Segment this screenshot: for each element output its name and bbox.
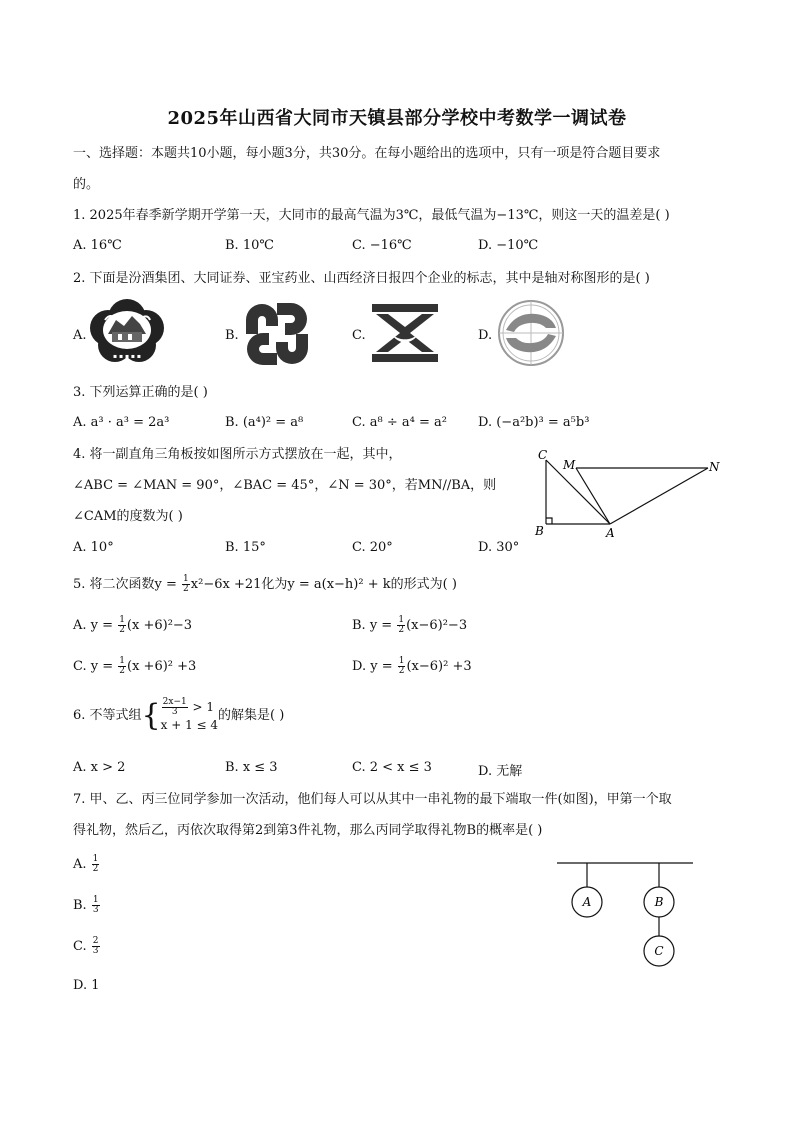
- label-c: C: [538, 448, 548, 462]
- system-brace: {: [141, 697, 161, 733]
- q5-option-a: A. y = $\frac{1}{2}$ (x +6)²−3: [73, 615, 193, 635]
- q6-option-d: D. 无解: [478, 764, 523, 779]
- gift-string-figure: [555, 855, 695, 970]
- q1-option-b: B. 10℃: [225, 238, 274, 253]
- question-7-stem-line1: 7. 甲、乙、丙三位同学参加一次活动，他们每人可以从其中一串礼物的最下端取一件(如图)，甲第一个取: [73, 792, 672, 807]
- question-4-stem-line2: ∠ABC = ∠MAN = 90°，∠BAC = 45°，∠N = 30°，若MN//BA，则: [73, 478, 497, 493]
- q2-option-b: B.: [225, 328, 239, 343]
- q1-option-a: A. 16℃: [73, 238, 122, 253]
- q5-option-d: D. y = $\frac{1}{2}$ (x−6)² +3: [352, 656, 472, 676]
- label-b: B: [535, 524, 544, 538]
- q3-option-d: D. (−a²b)³ = a⁵b³: [478, 415, 590, 430]
- q3-option-b: B. (a⁴)² = a⁸: [225, 415, 304, 430]
- q3-option-c: C. a⁸ ÷ a⁴ = a²: [352, 415, 447, 430]
- securities-logo: [244, 301, 310, 367]
- q7-option-a: A. $\frac{1}{2}$: [73, 854, 99, 874]
- q3-option-a: A. a³ · a³ = 2a³: [73, 415, 170, 430]
- q7-option-b: B. $\frac{1}{3}$: [73, 895, 99, 915]
- q6-option-a: A. x > 2: [73, 760, 126, 775]
- q4-option-b: B. 15°: [225, 540, 266, 555]
- fenjiu-logo: [88, 298, 166, 364]
- section-instructions-line1: 一、选择题：本题共10小题，每小题3分，共30分。在每小题给出的选项中，只有一项是符合题目要求: [73, 146, 661, 161]
- label-n: N: [709, 460, 720, 474]
- q1-option-d: D. −10℃: [478, 238, 539, 253]
- question-4-stem-line1: 4. 将一副直角三角板按如图所示方式摆放在一起，其中，: [73, 447, 402, 462]
- gift-a-label: A: [582, 895, 592, 909]
- q2-option-c: C.: [352, 328, 366, 343]
- svg-text:▪ ▪ ▪ ▪ ▪: ▪ ▪ ▪ ▪ ▪: [113, 353, 141, 360]
- q6-option-c: C. 2 < x ≤ 3: [352, 760, 432, 775]
- q7-option-d: D. 1: [73, 978, 100, 993]
- question-7-stem-line2: 得礼物，然后乙，丙依次取得第2到第3件礼物，那么丙同学取得礼物B的概率是( ): [73, 823, 543, 838]
- section-instructions-line2: 的。: [73, 177, 100, 192]
- question-2-stem: 2. 下面是汾酒集团、大同证券、亚宝药业、山西经济日报四个企业的标志，其中是轴对称图形的是( ): [73, 271, 650, 286]
- triangle-figure: [530, 446, 730, 542]
- question-5-stem: 5. 将二次函数y = $\frac{1}{2}$ x²−6x +21化为y = a(x−h)² + k的形式为( ): [73, 574, 457, 594]
- q7-option-c: C. $\frac{2}{3}$: [73, 936, 99, 956]
- q6-option-b: B. x ≤ 3: [225, 760, 278, 775]
- question-4-stem-line3: ∠CAM的度数为( ): [73, 509, 183, 524]
- q4-option-c: C. 20°: [352, 540, 393, 555]
- q5-option-c: C. y = $\frac{1}{2}$ (x +6)² +3: [73, 656, 197, 676]
- q4-option-a: A. 10°: [73, 540, 114, 555]
- q1-option-c: C. −16℃: [352, 238, 412, 253]
- q2-option-a: A.: [73, 328, 87, 343]
- page-title: 2025年山西省大同市天镇县部分学校中考数学一调试卷: [167, 108, 627, 129]
- question-6-stem: 6. 不等式组 { $\frac{2x-1}{3}$ > 1 x + 1 ≤ 4 的解集是( ): [73, 697, 285, 733]
- label-m: M: [563, 458, 576, 472]
- gift-b-label: B: [654, 895, 664, 909]
- question-1-stem: 1. 2025年春季新学期开学第一天，大同市的最高气温为3℃，最低气温为−13℃，则这一天的温差是( ): [73, 208, 670, 223]
- newspaper-logo: [496, 298, 566, 368]
- question-3-stem: 3. 下列运算正确的是( ): [73, 385, 208, 400]
- gift-c-label: C: [654, 944, 664, 958]
- q4-option-d: D. 30°: [478, 540, 520, 555]
- q2-option-d: D.: [478, 328, 493, 343]
- q5-option-b: B. y = $\frac{1}{2}$ (x−6)²−3: [352, 615, 468, 635]
- label-a: A: [606, 526, 615, 540]
- yabao-logo: [370, 302, 440, 364]
